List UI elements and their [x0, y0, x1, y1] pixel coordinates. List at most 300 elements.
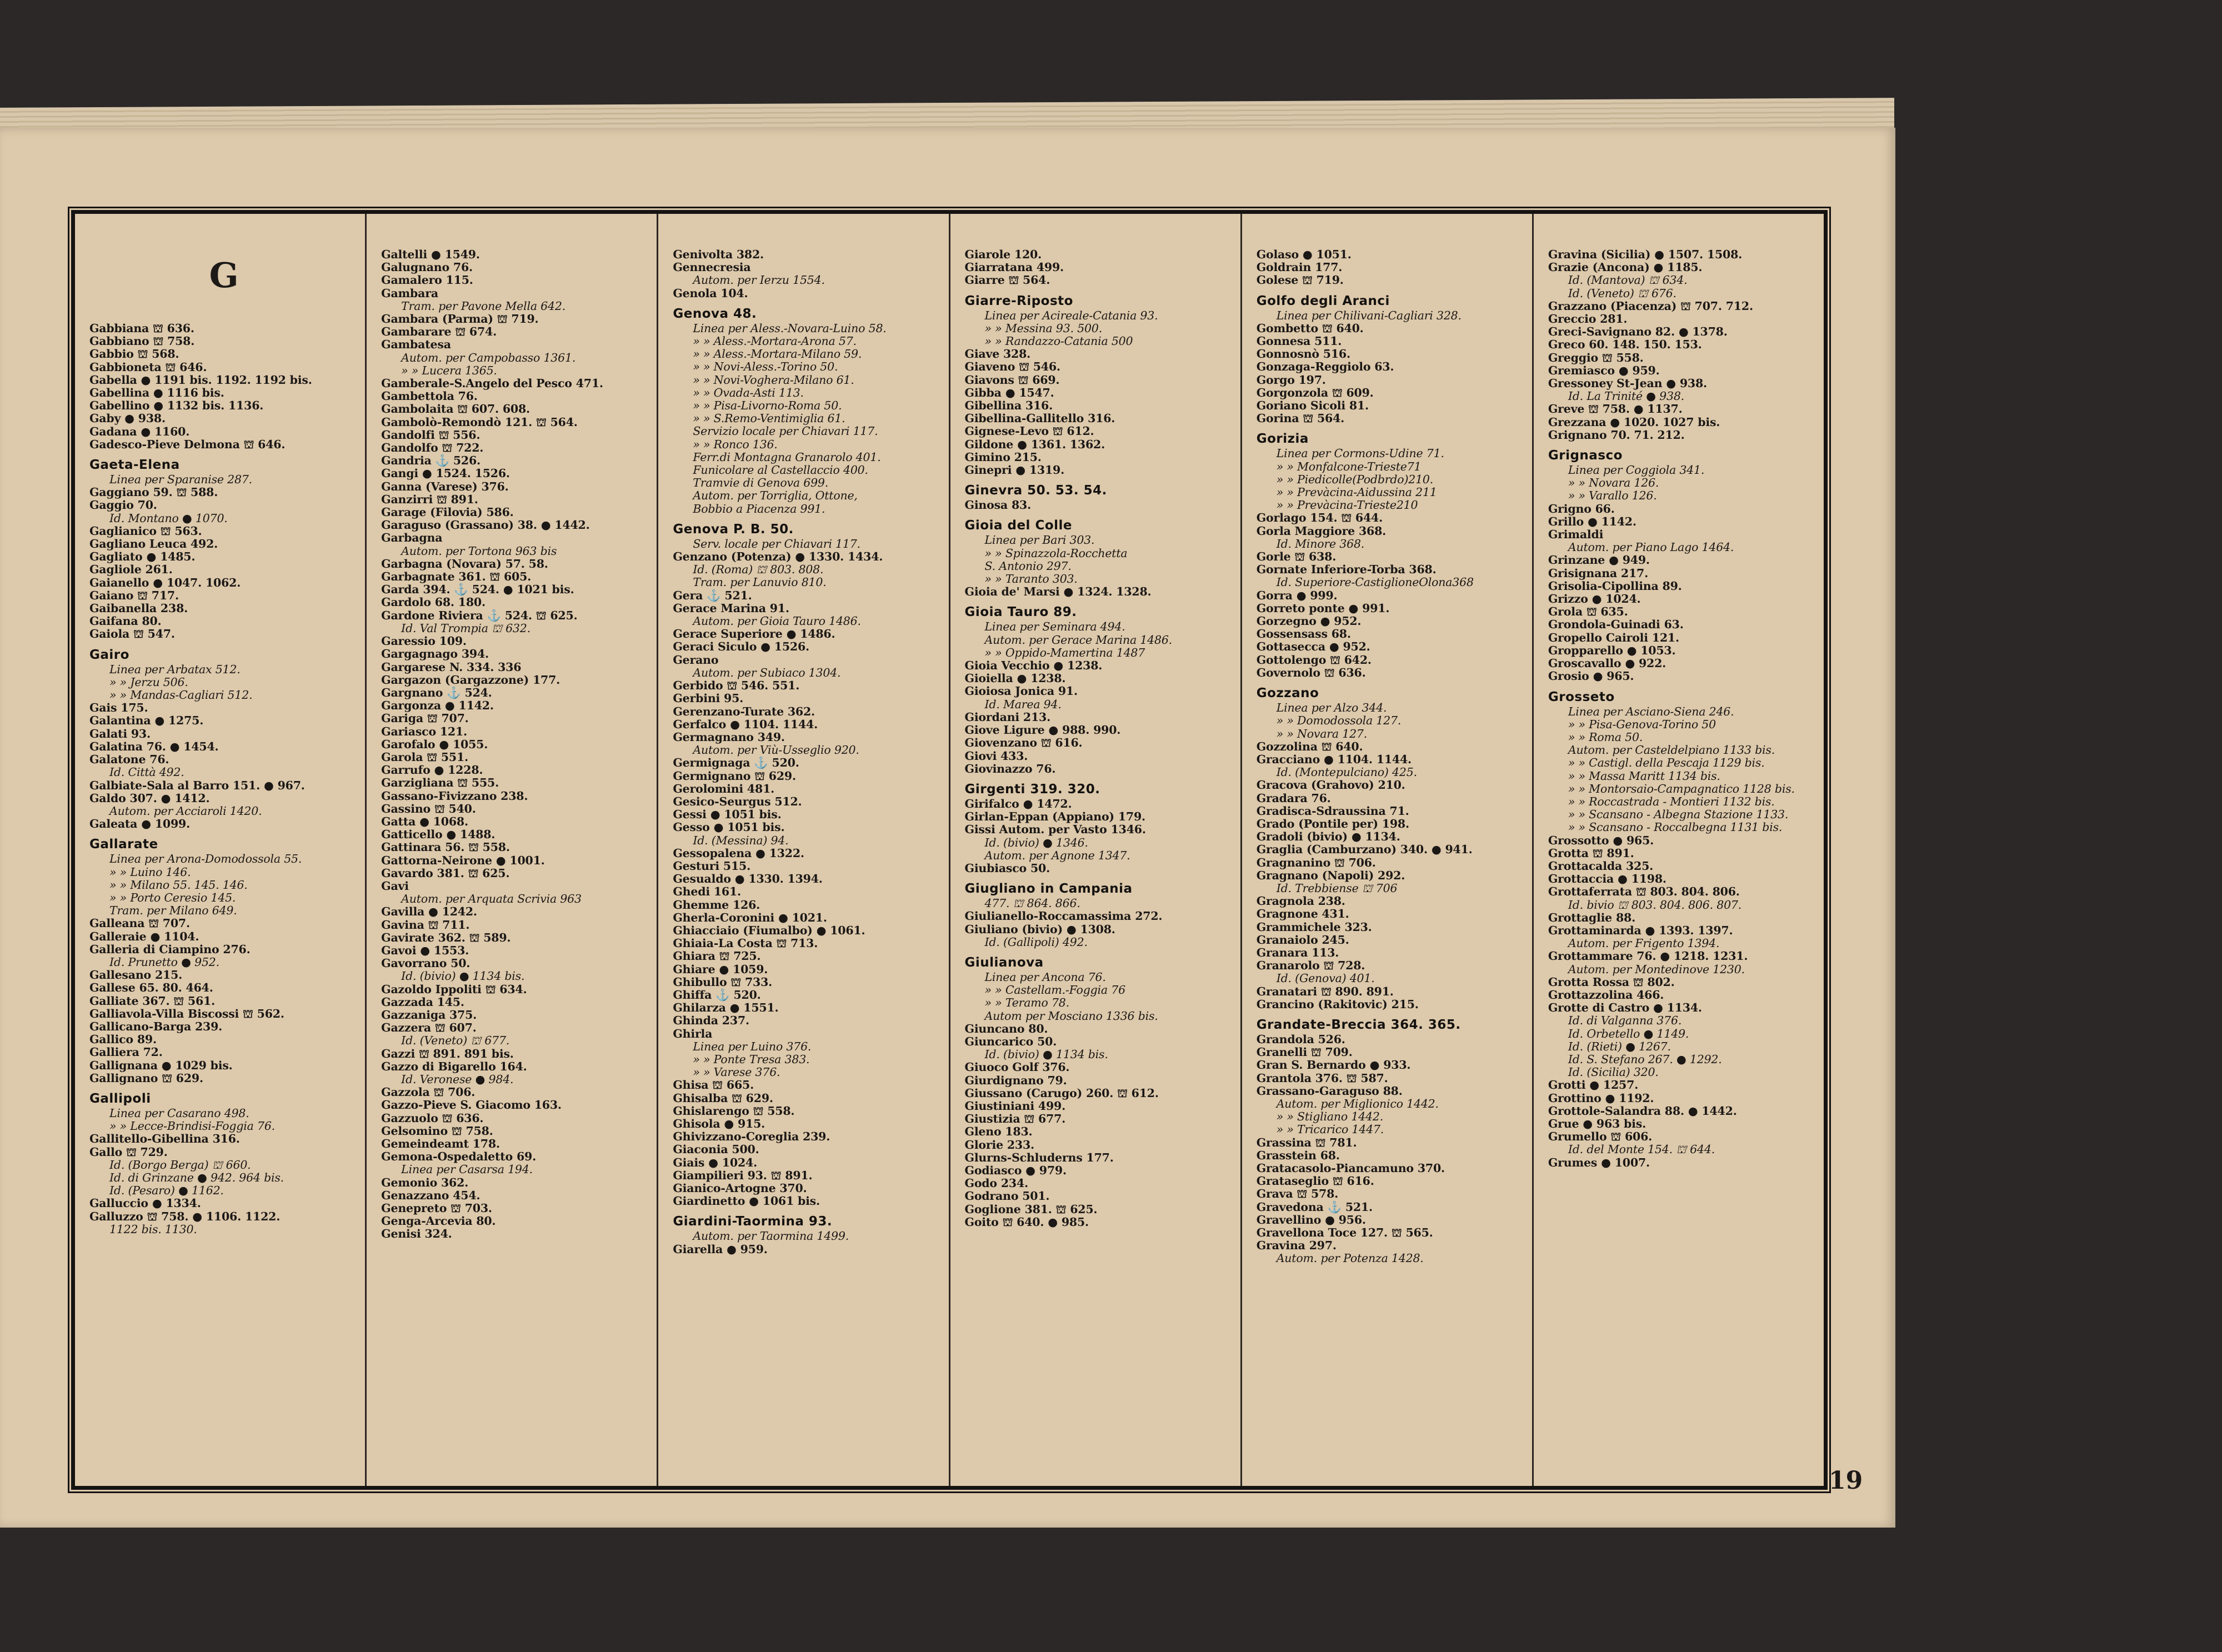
index-entry: Gerenzano-Turate 362. — [673, 704, 815, 718]
index-entry: Gabellina ● 1116 bis. — [89, 386, 224, 400]
index-heading: Grosseto — [1548, 689, 1615, 704]
index-entry: Gambolò-Remondò 121. ⛫ 564. — [381, 415, 578, 429]
index-entry: Gerace Marina 91. — [673, 601, 789, 615]
index-entry: Id. (Veneto) ⛫ 677. — [401, 1034, 510, 1048]
index-entry: Greccio 281. — [1548, 312, 1628, 326]
index-entry: Giovenzano ⛫ 616. — [964, 736, 1083, 750]
index-heading: Genova 48. — [673, 306, 757, 321]
index-entry: Giordani 213. — [964, 710, 1051, 724]
index-entry: Ghibullo ⛫ 733. — [673, 975, 773, 989]
index-entry: » » Scansano - Albegna Stazione 1133. — [1568, 808, 1789, 822]
index-entry: Autom per Mosciano 1336 bis. — [984, 1009, 1158, 1023]
index-entry: Gerace Superiore ● 1486. — [673, 627, 835, 641]
index-entry: Gargazon (Gargazzone) 177. — [381, 673, 560, 687]
index-entry: Gemeindeamt 178. — [381, 1137, 500, 1151]
index-entry: » » Luino 146. — [109, 865, 191, 879]
index-entry: Gropello Cairoli 121. — [1548, 630, 1679, 644]
index-entry: Linea per Arona-Domodossola 55. — [109, 852, 302, 866]
index-entry: Id. (bivio) ● 1134 bis. — [984, 1048, 1108, 1062]
index-entry: Gesturi 515. — [673, 859, 751, 873]
index-entry: Glurns-Schluderns 177. — [964, 1150, 1114, 1164]
index-entry: Grazzano (Piacenza) ⛫ 707. 712. — [1548, 299, 1753, 313]
index-entry: Gassino ⛫ 540. — [381, 802, 476, 815]
index-entry: Gera ⚓ 521. — [673, 588, 752, 602]
index-entry: Grottaferrata ⛫ 803. 804. 806. — [1548, 885, 1740, 899]
index-entry: Ginepri ● 1319. — [964, 463, 1065, 477]
index-entry: Galugnano 76. — [381, 261, 473, 274]
index-entry: Giampilieri 93. ⛫ 891. — [673, 1168, 813, 1182]
index-entry: Grisignana 217. — [1548, 566, 1649, 580]
index-entry: Gibba ● 1547. — [964, 386, 1054, 399]
index-entry: Gessopalena ● 1322. — [673, 846, 804, 860]
index-entry: Grue ● 963 bis. — [1548, 1117, 1647, 1130]
index-entry: Id. (Gallipoli) 492. — [984, 935, 1088, 949]
index-entry: Gandria ⚓ 526. — [381, 454, 481, 468]
index-entry: Grotta Rossa ⛫ 802. — [1548, 975, 1675, 989]
index-entry: Linea per Alzo 344. — [1276, 701, 1387, 715]
index-entry: Giussano (Carugo) 260. ⛫ 612. — [964, 1086, 1159, 1100]
index-entry: Id. (Mantova) ⛫ 634. — [1568, 273, 1688, 287]
index-entry: Id. Città 492. — [109, 765, 184, 779]
index-entry: » » Taranto 303. — [984, 572, 1078, 586]
index-entry: Giarratana 499. — [964, 261, 1064, 274]
index-entry: Galleraie ● 1104. — [89, 929, 199, 943]
index-heading: Grignasco — [1548, 448, 1623, 463]
index-entry: Gradoli (bivio) ● 1134. — [1256, 830, 1400, 844]
index-entry: Gornate Inferiore-Torba 368. — [1256, 563, 1437, 577]
index-entry: Ganzirri ⛫ 891. — [381, 492, 478, 506]
index-entry: Id. (bivio) ● 1134 bis. — [401, 969, 525, 983]
index-entry: Godo 234. — [964, 1177, 1028, 1190]
index-entry: Ghisalba ⛫ 629. — [673, 1091, 773, 1105]
index-entry: Linea per Seminara 494. — [984, 620, 1125, 634]
index-entry: Giarole 120. — [964, 248, 1042, 261]
index-entry: Gallicano-Barga 239. — [89, 1019, 223, 1033]
index-entry: Autom. per Torriglia, Ottone, — [693, 489, 858, 503]
index-entry: » » Stigliano 1442. — [1276, 1110, 1384, 1124]
index-entry: Giardinetto ● 1061 bis. — [673, 1194, 820, 1208]
index-entry: Grottole-Salandra 88. ● 1442. — [1548, 1104, 1737, 1118]
index-entry: Id. Trebbiense ⛫ 706 — [1276, 881, 1398, 895]
index-entry: Linea per Coggiola 341. — [1568, 463, 1705, 477]
index-entry: Gottasecca ● 952. — [1256, 640, 1370, 654]
index-entry: » » Lecce-Brindisi-Foggia 76. — [109, 1119, 275, 1133]
index-entry: Giovi 433. — [964, 749, 1028, 763]
index-entry: Gessi ● 1051 bis. — [673, 808, 782, 822]
index-entry: Gambettola 76. — [381, 389, 478, 403]
index-entry: Gavilla ● 1242. — [381, 905, 477, 919]
index-entry: Garzigliana ⛫ 555. — [381, 776, 499, 790]
index-entry: Grasstein 68. — [1256, 1148, 1340, 1162]
index-entry: Galdo 307. ● 1412. — [89, 791, 210, 805]
index-entry: Gonzaga-Reggiolo 63. — [1256, 360, 1394, 374]
index-entry: Gennecresia — [673, 261, 751, 274]
index-entry: Gioiella ● 1238. — [964, 672, 1066, 685]
index-entry: Gragnanino ⛫ 706. — [1256, 855, 1376, 869]
index-heading: Giugliano in Campania — [964, 882, 1133, 897]
index-entry: Gleno 183. — [964, 1125, 1033, 1139]
index-entry: Gandolfo ⛫ 722. — [381, 441, 484, 455]
index-entry: Gazzera ⛫ 607. — [381, 1021, 477, 1035]
index-entry: Giavons ⛫ 669. — [964, 373, 1060, 387]
index-entry: Giubiasco 50. — [964, 861, 1050, 875]
index-entry: » » Oppido-Mamertina 1487 — [984, 645, 1145, 659]
index-entry: Autom. per Agnone 1347. — [984, 848, 1130, 862]
index-entry: Autom. per Gerace Marina 1486. — [984, 633, 1173, 647]
index-entry: Grammichele 323. — [1256, 920, 1372, 934]
index-columns — [75, 214, 1824, 1486]
index-entry: Gerbini 95. — [673, 692, 744, 705]
index-entry: Grillo ● 1142. — [1548, 514, 1637, 528]
index-entry: Linea per Chilivani-Cagliari 328. — [1276, 308, 1462, 322]
index-entry: Id. Montano ● 1070. — [109, 511, 228, 525]
index-entry: Goito ⛫ 640. ● 985. — [964, 1215, 1089, 1229]
index-entry: Gazzo di Bigarello 164. — [381, 1059, 527, 1073]
index-entry: Ghisola ● 915. — [673, 1117, 765, 1130]
index-entry: Ganna (Varese) 376. — [381, 479, 509, 493]
index-entry: Gesso ● 1051 bis. — [673, 820, 785, 834]
index-entry: Tram. per Pavone Mella 642. — [401, 299, 565, 313]
index-entry: Serv. locale per Chiavari 117. — [693, 537, 860, 550]
index-entry: Id. Superiore-CastiglioneOlona368 — [1276, 575, 1474, 589]
index-heading: Giarre-Riposto — [964, 293, 1073, 308]
index-entry: Gerfalco ● 1104. 1144. — [673, 717, 818, 731]
index-entry: Gais 175. — [89, 701, 148, 715]
index-entry: Gazzada 145. — [381, 995, 464, 1009]
index-entry: Gran S. Bernardo ● 933. — [1256, 1058, 1411, 1072]
index-entry: Girifalco ● 1472. — [964, 797, 1072, 810]
index-entry: Linea per Arbatax 512. — [109, 662, 241, 676]
index-entry: Grassina ⛫ 781. — [1256, 1135, 1357, 1149]
index-entry: Gratacasolo-Piancamuno 370. — [1256, 1162, 1445, 1175]
index-entry: Grotti ● 1257. — [1548, 1078, 1639, 1092]
index-entry: Gazzi ⛫ 891. 891 bis. — [381, 1047, 514, 1060]
index-entry: Giaveno ⛫ 546. — [964, 360, 1060, 374]
index-entry: Garola ⛫ 551. — [381, 750, 468, 764]
index-entry: Galluccio ● 1334. — [89, 1197, 201, 1210]
index-entry: Gattinara 56. ⛫ 558. — [381, 840, 510, 854]
index-entry: » » Pisa-Genova-Torino 50 — [1568, 717, 1716, 731]
index-entry: Garage (Filovia) 586. — [381, 505, 514, 519]
index-entry: Giuncano 80. — [964, 1022, 1048, 1035]
index-entry: Golese ⛫ 719. — [1256, 273, 1344, 287]
index-entry: Autom. per Gioia Tauro 1486. — [693, 614, 861, 628]
index-frame — [71, 210, 1828, 1490]
index-entry: Autom. per Ierzu 1554. — [693, 273, 825, 287]
index-entry: Gradisca-Sdraussina 71. — [1256, 804, 1409, 818]
index-entry: Gargagnago 394. — [381, 647, 489, 661]
index-entry: Gonnesa 511. — [1256, 334, 1342, 348]
index-entry: Giarre ⛫ 564. — [964, 273, 1050, 287]
index-entry: Gignese-Levo ⛫ 612. — [964, 424, 1094, 438]
index-entry: Autom. per Tortona 963 bis — [401, 544, 557, 558]
index-entry: Grinzane ● 949. — [1548, 553, 1650, 567]
index-entry: Gambara (Parma) ⛫ 719. — [381, 312, 539, 326]
index-entry: » » Massa Maritt 1134 bis. — [1568, 769, 1720, 783]
index-entry: Ghinda 237. — [673, 1014, 749, 1028]
index-entry: Ghivizzano-Coreglia 239. — [673, 1130, 830, 1144]
index-entry: Genepreto ⛫ 703. — [381, 1202, 492, 1215]
index-entry: Ghilarza ● 1551. — [673, 1001, 779, 1015]
index-entry: Galluzzo ⛫ 758. ● 1106. 1122. — [89, 1209, 281, 1223]
index-entry: Groscavallo ● 922. — [1548, 657, 1666, 670]
index-column-1 — [75, 214, 367, 1486]
index-entry: Id. bivio ⛫ 803. 804. 806. 807. — [1568, 898, 1742, 912]
index-entry: Gaibanella 238. — [89, 602, 188, 615]
index-entry: Galleria di Ciampino 276. — [89, 942, 251, 956]
index-entry: Gorla Maggiore 368. — [1256, 524, 1387, 538]
index-entry: Genola 104. — [673, 286, 748, 300]
index-entry: Autom. per Subiaco 1304. — [693, 665, 841, 679]
index-entry: Grumello ⛫ 606. — [1548, 1130, 1653, 1144]
index-entry: Gravellino ● 956. — [1256, 1213, 1366, 1227]
index-entry: Gallese 65. 80. 464. — [89, 981, 213, 995]
index-entry: Id. Prunetto ● 952. — [109, 955, 219, 969]
index-entry: Gabbiana ⛫ 636. — [89, 322, 194, 335]
index-entry: Gazzuolo ⛫ 636. — [381, 1111, 484, 1125]
index-entry: Gorle ⛫ 638. — [1256, 550, 1337, 564]
index-entry: » » Tricarico 1447. — [1276, 1123, 1384, 1137]
index-heading: Giulianova — [964, 955, 1044, 970]
index-entry: Grantola 376. ⛫ 587. — [1256, 1071, 1388, 1085]
index-entry: Gombetto ⛫ 640. — [1256, 321, 1364, 335]
index-entry: Gorzegno ● 952. — [1256, 614, 1362, 628]
index-entry: Gaby ● 938. — [89, 412, 166, 425]
index-entry: 1122 bis. 1130. — [109, 1222, 197, 1236]
index-entry: » » Prevàcina-Aidussina 211 — [1276, 485, 1437, 499]
index-entry: » » Roma 50. — [1568, 730, 1643, 744]
index-entry: Id. Veronese ● 984. — [401, 1073, 514, 1086]
index-heading: Gioia Tauro 89. — [964, 605, 1077, 620]
index-entry: Giaconia 500. — [673, 1143, 759, 1157]
index-entry: Ghirla — [673, 1027, 713, 1040]
index-entry: Gaiola ⛫ 547. — [89, 627, 175, 641]
index-entry: Galleana ⛫ 707. — [89, 917, 190, 930]
index-entry: Gozzolina ⛫ 640. — [1256, 739, 1363, 753]
index-entry: Gorlago 154. ⛫ 644. — [1256, 511, 1383, 525]
index-entry: » » Varese 376. — [693, 1065, 780, 1079]
index-entry: Autom. per Piano Lago 1464. — [1568, 540, 1734, 554]
index-entry: Linea per Casarano 498. — [109, 1106, 249, 1120]
index-column-3 — [658, 214, 950, 1486]
index-entry: Gargarese N. 334. 336 — [381, 660, 522, 674]
index-entry: Galliavola-Villa Biscossi ⛫ 562. — [89, 1007, 284, 1020]
index-entry: Gioiosa Jonica 91. — [964, 684, 1078, 698]
index-entry: Gamberale-S.Angelo del Pesco 471. — [381, 377, 603, 391]
index-entry: Gravina 297. — [1256, 1239, 1337, 1253]
index-entry: Gaifana 80. — [89, 614, 162, 628]
index-entry: Germagnano 349. — [673, 730, 785, 744]
index-entry: Gravellona Toce 127. ⛫ 565. — [1256, 1226, 1433, 1240]
index-entry: Id. (Borgo Berga) ⛫ 660. — [109, 1158, 251, 1172]
index-entry: Tramvie di Genova 699. — [693, 476, 829, 490]
index-entry: Id. S. Stefano 267. ● 1292. — [1568, 1052, 1722, 1066]
index-entry: Grancino (Rakitovic) 215. — [1256, 997, 1419, 1011]
index-entry: Grottino ● 1192. — [1548, 1091, 1654, 1105]
index-entry: Grandola 526. — [1256, 1032, 1345, 1046]
index-entry: Gariga ⛫ 707. — [381, 712, 469, 725]
index-entry: Ginosa 83. — [964, 498, 1032, 512]
index-entry: Gravina (Sicilia) ● 1507. 1508. — [1548, 248, 1743, 261]
index-entry: Gibellina 316. — [964, 399, 1053, 413]
index-entry: Germignano ⛫ 629. — [673, 769, 796, 783]
index-entry: Linea per Sparanise 287. — [109, 473, 252, 487]
index-entry: Grassano-Garaguso 88. — [1256, 1084, 1403, 1098]
index-entry: » » Pisa-Livorno-Roma 50. — [693, 399, 842, 413]
index-entry: Id. di Grinzane ● 942. 964 bis. — [109, 1170, 284, 1184]
index-entry: Gavina ⛫ 711. — [381, 918, 470, 932]
index-entry: Gemonio 362. — [381, 1175, 469, 1189]
index-entry: Gatta ● 1068. — [381, 814, 468, 828]
index-entry: Granaiolo 245. — [1256, 933, 1349, 947]
index-entry: Id. (Sicilia) 320. — [1568, 1065, 1659, 1079]
index-entry: 477. ⛫ 864. 866. — [984, 897, 1080, 910]
index-column-6 — [1534, 214, 1824, 1486]
index-entry: Linea per Asciano-Siena 246. — [1568, 704, 1734, 718]
index-heading: Gallipoli — [89, 1091, 151, 1106]
index-entry: Grottammare 76. ● 1218. 1231. — [1548, 949, 1748, 963]
index-entry: Granatari ⛫ 890. 891. — [1256, 984, 1394, 998]
index-entry: Gerolomini 481. — [673, 782, 775, 795]
index-entry: Greci-Savignano 82. ● 1378. — [1548, 325, 1728, 339]
index-entry: Gaggio 70. — [89, 498, 157, 512]
index-entry: Grimaldi — [1548, 528, 1604, 542]
index-entry: Bobbio a Piacenza 991. — [693, 502, 825, 515]
index-entry: Giais ● 1024. — [673, 1155, 758, 1169]
index-entry: Granara 113. — [1256, 945, 1339, 959]
page-number: 19 — [1829, 1466, 1863, 1495]
index-heading: Genova P. B. 50. — [673, 522, 794, 537]
index-column-5 — [1242, 214, 1534, 1486]
index-entry: Id. La Trinité ● 938. — [1568, 389, 1684, 403]
index-entry: Autom. per Campobasso 1361. — [401, 351, 576, 364]
index-entry: Gabbio ⛫ 568. — [89, 347, 179, 361]
index-entry: Ghislarengo ⛫ 558. — [673, 1104, 795, 1118]
index-heading: Gaeta-Elena — [89, 458, 180, 473]
index-entry: Gressoney St-Jean ● 938. — [1548, 377, 1707, 391]
index-entry: Id. (Messina) 94. — [693, 833, 789, 847]
index-entry: Ghisa ⛫ 665. — [673, 1078, 754, 1092]
index-entry: Gaiano ⛫ 717. — [89, 588, 179, 602]
index-entry: Galeata ● 1099. — [89, 817, 191, 831]
index-entry: Galatone 76. — [89, 753, 169, 767]
index-entry: Gropparello ● 1053. — [1548, 643, 1676, 657]
index-entry: Garbagna — [381, 531, 443, 545]
index-entry: Greve ⛫ 758. ● 1137. — [1548, 402, 1683, 416]
index-entry: Gesualdo ● 1330. 1394. — [673, 872, 823, 886]
index-entry: Id. Marea 94. — [984, 697, 1062, 711]
index-entry: Galati 93. — [89, 727, 151, 740]
index-entry: » » Milano 55. 145. 146. — [109, 878, 248, 892]
index-heading: Grandate-Breccia 364. 365. — [1256, 1017, 1461, 1032]
index-heading: Gallarate — [89, 837, 158, 852]
index-entry: Gibellina-Gallitello 316. — [964, 412, 1115, 425]
index-entry: Grisolia-Cipollina 89. — [1548, 579, 1682, 593]
index-entry: Giustizia ⛫ 677. — [964, 1112, 1066, 1126]
index-entry: Ghiare ● 1059. — [673, 962, 768, 976]
index-entry: Linea per Casarsa 194. — [401, 1163, 533, 1177]
index-entry: Id. di Valganna 376. — [1568, 1014, 1682, 1028]
index-entry: Gallignano ⛫ 629. — [89, 1071, 203, 1085]
index-entry: Gambolaita ⛫ 607. 608. — [381, 402, 530, 416]
index-entry: Goldrain 177. — [1256, 261, 1343, 274]
index-entry: Gagliano Leuca 492. — [89, 537, 218, 551]
index-entry: Gelsomino ⛫ 758. — [381, 1124, 493, 1138]
index-entry: Gavirate 362. ⛫ 589. — [381, 930, 511, 944]
index-entry: Geraci Siculo ● 1526. — [673, 640, 809, 654]
index-entry: S. Antonio 297. — [984, 559, 1072, 573]
index-entry: » » Varallo 126. — [1568, 489, 1657, 503]
index-entry: Golaso ● 1051. — [1256, 248, 1352, 261]
index-entry: Governolo ⛫ 636. — [1256, 665, 1366, 679]
index-entry: Gherla-Coronini ● 1021. — [673, 910, 827, 924]
index-entry: Grola ⛫ 635. — [1548, 605, 1628, 619]
index-entry: Gambatesa — [381, 338, 451, 352]
index-entry: Genga-Arcevia 80. — [381, 1214, 496, 1228]
index-entry: » » Jerzu 506. — [109, 675, 188, 689]
index-entry: Grottazzolina 466. — [1548, 988, 1664, 1002]
index-entry: » » Ronco 136. — [693, 437, 778, 451]
index-entry: Gragnola 238. — [1256, 894, 1345, 908]
index-entry: » » Porto Ceresio 145. — [109, 890, 236, 904]
index-entry: » » S.Remo-Ventimiglia 61. — [693, 412, 845, 425]
index-entry: Linea per Luino 376. — [693, 1039, 812, 1053]
index-entry: Grossotto ● 965. — [1548, 833, 1654, 847]
index-entry: Gagliole 261. — [89, 563, 173, 577]
index-entry: Tram. per Lanuvio 810. — [693, 575, 827, 589]
index-heading: Golfo degli Aranci — [1256, 293, 1390, 308]
index-entry: Gorgonzola ⛫ 609. — [1256, 386, 1374, 399]
index-entry: » » Spinazzola-Rocchetta — [984, 546, 1128, 560]
index-entry: Gorra ● 999. — [1256, 588, 1338, 602]
index-entry: Gimino 215. — [964, 450, 1042, 464]
index-entry: » » Aless.-Mortara-Milano 59. — [693, 347, 862, 361]
index-entry: Godrano 501. — [964, 1189, 1050, 1203]
index-entry: Autom. per Acciaroli 1420. — [109, 804, 262, 818]
index-entry: Gargonza ● 1142. — [381, 699, 494, 713]
index-entry: Grottacalda 325. — [1548, 859, 1654, 873]
index-entry: Gemona-Ospedaletto 69. — [381, 1150, 537, 1164]
index-entry: Id. Orbetello ● 1149. — [1568, 1027, 1689, 1040]
index-entry: Ghiaia-La Costa ⛫ 713. — [673, 937, 818, 950]
index-entry: Goglione 381. ⛫ 625. — [964, 1202, 1098, 1216]
index-entry: Genzano (Potenza) ● 1330. 1434. — [673, 550, 883, 564]
index-entry: Gorina ⛫ 564. — [1256, 412, 1345, 425]
index-entry: Giulianello-Roccamassima 272. — [964, 909, 1163, 923]
index-entry: Gavoi ● 1553. — [381, 943, 469, 957]
index-entry: Ghiacciaio (Fiumalbo) ● 1061. — [673, 923, 865, 937]
index-entry: Gabella ● 1191 bis. 1192. 1192 bis. — [89, 373, 312, 387]
index-entry: Autom. per Taormina 1499. — [693, 1229, 849, 1243]
index-entry: Garda 394. ⚓ 524. ● 1021 bis. — [381, 583, 574, 597]
index-entry: Giurdignano 79. — [964, 1073, 1067, 1087]
index-entry: Gavorrano 50. — [381, 957, 471, 970]
index-entry: Gabellino ● 1132 bis. 1136. — [89, 399, 264, 413]
index-entry: Id. (Rieti) ● 1267. — [1568, 1039, 1671, 1053]
index-entry: Gattorna-Neirone ● 1001. — [381, 853, 545, 867]
index-entry: Gariasco 121. — [381, 724, 467, 738]
index-entry: Gracciano ● 1104. 1144. — [1256, 752, 1412, 766]
index-entry: Gazzola ⛫ 706. — [381, 1085, 476, 1099]
index-entry: Servizio locale per Chiavari 117. — [693, 424, 878, 438]
index-entry: » » Ponte Tresa 383. — [693, 1052, 810, 1066]
index-entry: Galbiate-Sala al Barro 151. ● 967. — [89, 778, 305, 792]
index-entry: Gaggiano 59. ⛫ 588. — [89, 485, 218, 499]
index-entry: Gossensass 68. — [1256, 627, 1351, 641]
index-entry: Germignaga ⚓ 520. — [673, 756, 799, 770]
index-column-4 — [950, 214, 1242, 1486]
index-entry: Id. Val Trompia ⛫ 632. — [401, 621, 531, 635]
